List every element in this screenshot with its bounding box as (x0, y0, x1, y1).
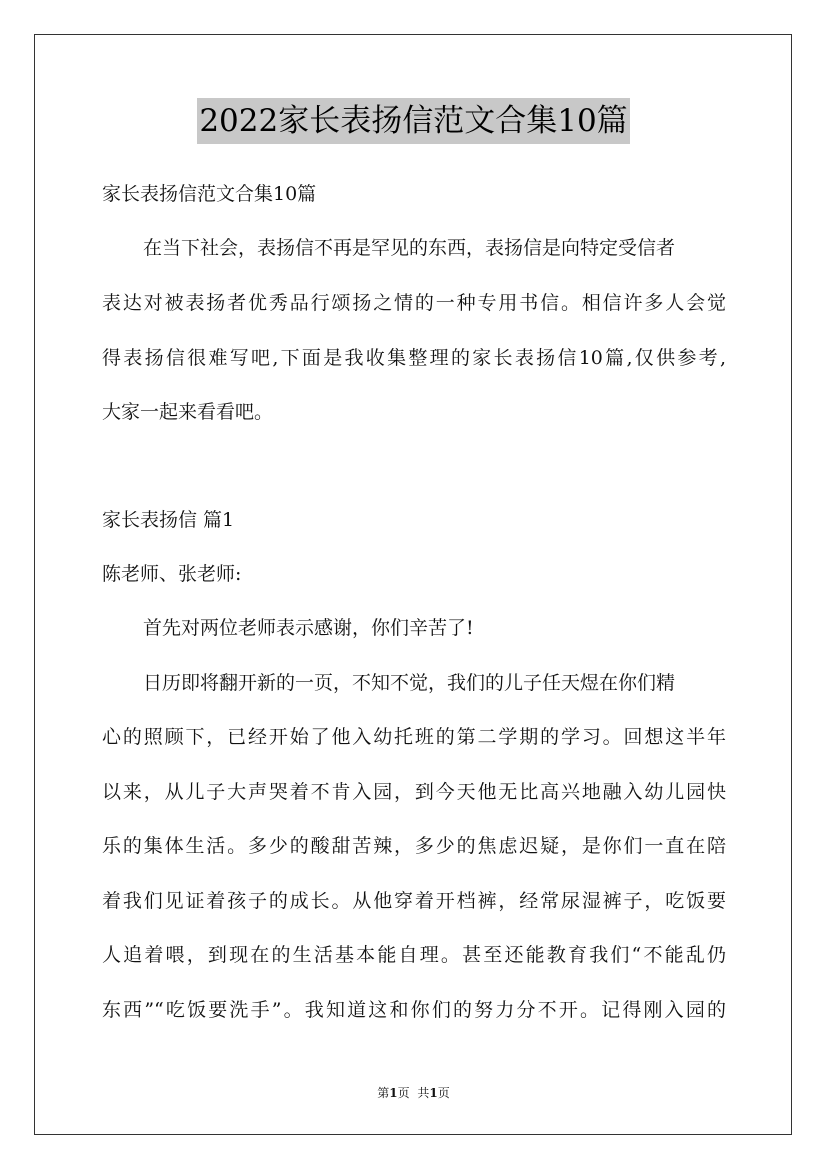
footer-total-prefix: 共 (417, 1086, 430, 1100)
para2-line-5: 着我们见证着孩子的成长。从他穿着开档裤，经常尿湿裤子，吃饭要 (102, 890, 726, 912)
title-container (0, 98, 827, 144)
para2-line-1: 日历即将翻开新的一页，不知不觉，我们的儿子任天煜在你们精 (143, 672, 676, 694)
footer-page-prefix: 第 (377, 1086, 390, 1100)
para2-line-4: 乐的集体生活。多少的酸甜苦辣，多少的焦虑迟疑，是你们一直在陪 (102, 835, 726, 857)
section-heading: 家长表扬信 篇1 (102, 509, 235, 531)
footer-total-number: 1 (429, 1086, 438, 1100)
footer-page-number: 1 (389, 1086, 398, 1100)
document-subtitle: 家长表扬信范文合集10篇 (102, 183, 317, 205)
para2-line-3: 以来，从儿子大声哭着不肯入园，到今天他无比高兴地融入幼儿园快 (102, 781, 726, 803)
para2-line-2: 心的照顾下，已经开始了他入幼托班的第二学期的学习。回想这半年 (102, 726, 726, 748)
footer-page-suffix: 页 (397, 1086, 410, 1100)
intro-line-2: 表达对被表扬者优秀品行颂扬之情的一种专用书信。相信许多人会觉 (102, 292, 726, 314)
footer-total-suffix: 页 (437, 1086, 450, 1100)
intro-line-4: 大家一起来看看吧。 (102, 401, 274, 423)
page-footer (0, 1084, 827, 1101)
para2-line-6: 人追着喂，到现在的生活基本能自理。甚至还能教育我们“不能乱仍 (102, 944, 726, 966)
salutation: 陈老师、张老师: (102, 563, 242, 585)
para2-line-7: 东西”“吃饭要洗手”。我知道这和你们的努力分不开。记得刚入园的 (102, 999, 726, 1021)
document-title: 2022家长表扬信范文合集10篇 (197, 98, 629, 144)
intro-line-3: 得表扬信很难写吧,下面是我收集整理的家长表扬信10篇,仅供参考, (102, 347, 726, 369)
intro-line-1: 在当下社会，表扬信不再是罕见的东西，表扬信是向特定受信者 (143, 237, 676, 259)
para1-line: 首先对两位老师表示感谢，你们辛苦了! (143, 617, 474, 639)
